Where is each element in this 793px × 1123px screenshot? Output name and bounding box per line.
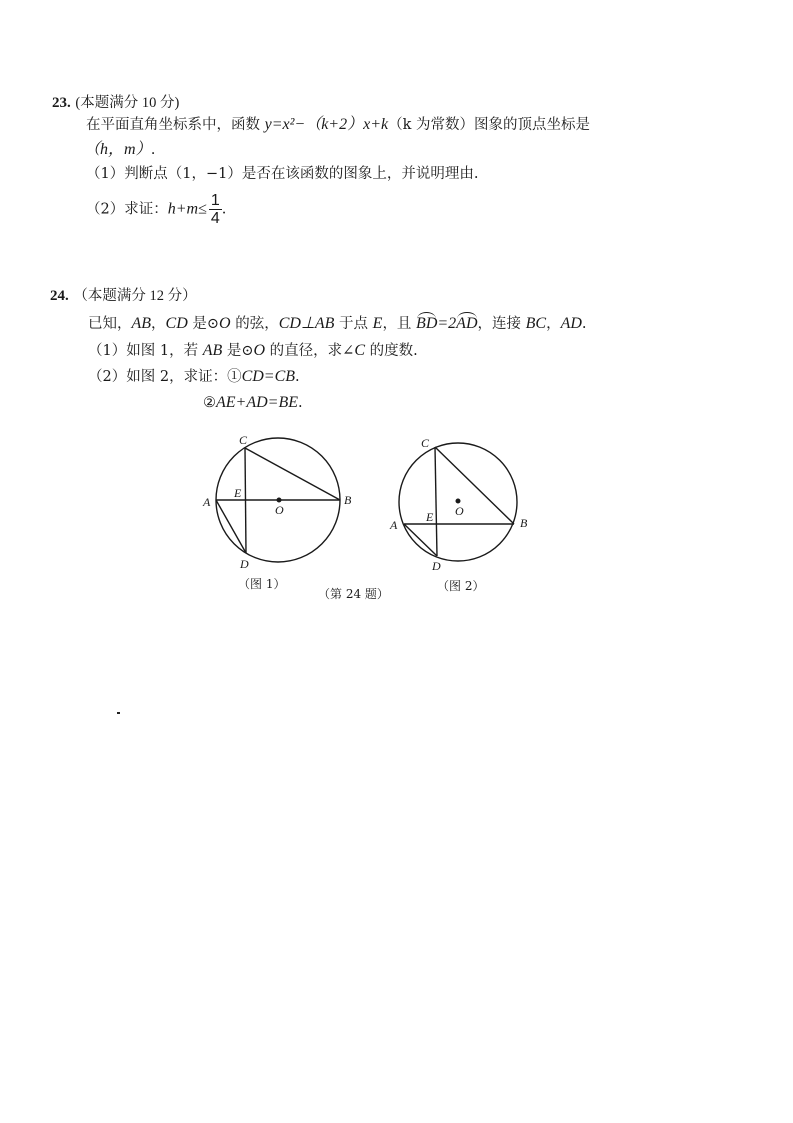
fig1-label-b: B [344, 493, 352, 507]
q24-perpendicular: CD⊥AB [278, 315, 335, 332]
q24-equals-2: =2 [437, 315, 457, 332]
fig1-label-e: E [234, 486, 242, 500]
fig2-center-dot [456, 499, 460, 503]
figure-1 [216, 438, 340, 562]
fig2-label-c: C [421, 436, 430, 450]
q24-part2-sub2-end: . [298, 395, 303, 411]
q24-part1-text: 如图 1，若 [126, 343, 203, 359]
q24-part2-sub2-expr: AE+AD=BE [216, 394, 299, 411]
q24-part1-end: 的度数. [365, 343, 418, 359]
figure-2 [399, 443, 517, 561]
fraction-denominator: 4 [210, 210, 220, 227]
q24-chord-ab: AB [131, 315, 152, 332]
q24-sep: ， [546, 316, 561, 332]
q24-stem-text: 已知， [88, 316, 132, 332]
fig1-caption: （图 1） [238, 577, 286, 591]
fig1-label-o: O [275, 503, 284, 517]
q24-chord-cd: CD [165, 315, 188, 332]
q24-part2-label: （2） [88, 369, 127, 385]
fig1-label-a: A [203, 495, 211, 509]
q24-arc-bd: BD [416, 315, 438, 332]
q24-part2-expr: CD=CB [241, 368, 296, 385]
q24-part1-c: C [354, 342, 365, 359]
figure-1-labels [202, 433, 352, 571]
fig1-segment-ad [216, 500, 246, 553]
q23-stem-post: （k 为常数）图象的顶点坐标是 [388, 117, 591, 133]
q24-circle-o: O [219, 315, 231, 332]
fig2-label-e: E [426, 510, 434, 524]
q24-stem-text: ，且 [382, 316, 417, 332]
q24-part2-text: 如图 2，求证：① [126, 369, 242, 385]
q23-function-formula: y=x²−（k+2）x+k [264, 116, 389, 133]
fig1-label-c: C [239, 433, 248, 447]
q23-number: 23. [52, 95, 71, 111]
q24-sep: ， [151, 316, 166, 332]
q23-part2-text: 求证： [124, 201, 168, 218]
q23-score: (本题满分 10 分) [75, 95, 180, 111]
q24-part2-end: . [295, 369, 300, 385]
fraction-numerator: 1 [210, 192, 220, 209]
fig2-segment-bc [435, 447, 514, 524]
q24-number: 24. [50, 288, 69, 304]
figures-group-caption: （第 24 题） [318, 587, 389, 601]
q24-stem-text: ，连接 [477, 316, 526, 332]
q24-stem-text: 是⊙ [187, 316, 220, 332]
fig2-label-o: O [455, 504, 464, 518]
q24-part1-o: O [253, 342, 266, 359]
q23-part1-text: 判断点（1，−1）是否在该函数的图象上，并说明理由. [124, 166, 479, 182]
fig1-segment-bc [245, 448, 340, 500]
q24-part1-ab: AB [202, 342, 223, 359]
q24-segment-ad: AD [560, 315, 582, 332]
fig1-center-dot [277, 498, 281, 502]
q23-part2-expr: h+m≤ [167, 200, 207, 218]
q24-part1-text: 的直径，求∠ [265, 343, 355, 359]
q23-part2-end: . [221, 201, 227, 218]
q24-segment-bc: BC [525, 315, 547, 332]
q24-point-e: E [372, 315, 383, 332]
fig2-chord-cd [435, 447, 437, 556]
fig2-segment-ad [404, 524, 437, 556]
fig2-caption: （图 2） [437, 579, 485, 593]
q24-part2-sub2-label: ② [203, 395, 216, 411]
q24-arc-ad: AD [456, 315, 478, 332]
q23-stem-pre: 在平面直角坐标系中，函数 [86, 117, 265, 133]
figure-2-labels [389, 436, 528, 573]
q24-score: （本题满分 12 分） [73, 288, 197, 304]
q23-part2-label: （2） [86, 201, 125, 218]
fig1-chord-cd [245, 448, 246, 553]
fig2-label-b: B [520, 516, 528, 530]
q24-part1-label: （1） [88, 343, 127, 359]
fig1-label-d: D [240, 557, 249, 571]
q24-stem-end: . [581, 316, 587, 332]
fig2-label-a: A [390, 518, 398, 532]
q23-part1-label: （1） [86, 166, 125, 182]
q23-vertex: （h，m）. [84, 141, 156, 158]
q24-part1-text: 是⊙ [222, 343, 254, 359]
q24-stem-text: 的弦， [230, 316, 279, 332]
fig2-label-d: D [432, 559, 441, 573]
scan-speck [117, 712, 120, 714]
q24-stem-text: 于点 [334, 316, 373, 332]
